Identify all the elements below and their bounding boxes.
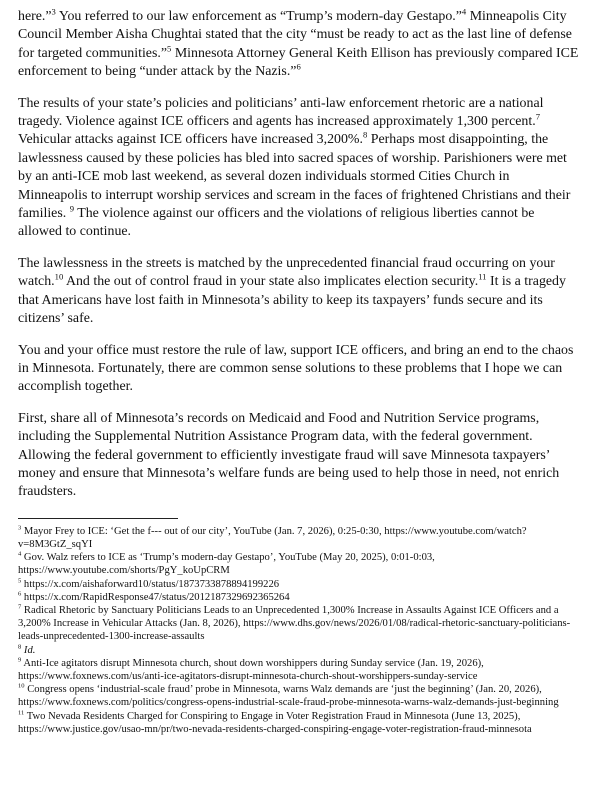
footnote-ref: 8 xyxy=(362,129,368,140)
paragraph-text: The results of your state’s policies and politicians’ anti-law enforcement rhetoric are a national tragedy. Violence against ICE officers and agents has increased approximately 1,300 percent. xyxy=(18,95,544,130)
footnote-ref: 3 xyxy=(51,6,56,17)
paragraph-text: The lawlessness in the streets is matched by the unprecedented financial fraud occurring on your watch. xyxy=(18,255,555,290)
footnote-9 xyxy=(18,657,580,683)
footnote-ref: 10 xyxy=(54,271,64,282)
footnote-ref: 6 xyxy=(296,61,301,72)
footnote-number: 7 xyxy=(18,603,22,611)
paragraph-1 xyxy=(18,8,580,82)
footnote-text: Congress opens ‘industrial-scale fraud’ probe in Minnesota, warns Walz demands are ‘just the beginning’ (Jan. 20, 2026), https://www.foxnews.com/politics/congress-opens-industrial-scale-fraud-probe-minnesota-warns-walz-demands-just-beginning xyxy=(18,684,559,709)
footnotes xyxy=(18,525,580,736)
footnote-ref: 9 xyxy=(69,203,75,214)
paragraph-text: The violence against our officers and the violations of religious liberties cannot be allowed to continue. xyxy=(18,206,535,240)
footnote-4 xyxy=(18,551,580,577)
footnote-number: 6 xyxy=(18,590,22,598)
paragraph-text: It is a tragedy that Americans have lost faith in Minnesota’s ability to keep its taxpayers’ funds secure and its citizens’ safe. xyxy=(18,274,566,327)
footnote-text: https://x.com/aishaforward10/status/1873733878894199226 xyxy=(21,578,280,590)
footnote-ref: 11 xyxy=(478,271,487,282)
footnote-text: Radical Rhetoric by Sanctuary Politicians Leads to an Unprecedented 1,300% Increase in Assaults Against ICE Officers and a 3,200% Increase in Vehicular Attacks (Jan. 8, 2026), https://www.dhs.gov/news/2026/01/08/radical-rhetoric-sanctuary-politicians-leads-unprecedented-1300-increase-assaults xyxy=(18,604,571,643)
paragraph-text: Minnesota Attorney General Keith Ellison has previously compared ICE enforcement to being “under attack by the Nazis.” xyxy=(18,45,579,80)
footnote-ref: 4 xyxy=(461,6,467,17)
paragraph-text: Vehicular attacks against ICE officers have increased 3,200%. xyxy=(18,132,363,148)
footnote-number: 9 xyxy=(18,656,22,664)
footnote-ref: 7 xyxy=(535,111,541,122)
footnote-number: 10 xyxy=(18,682,25,690)
footnote-7 xyxy=(18,604,580,644)
paragraph-2 xyxy=(18,95,580,242)
footnote-text: Anti-Ice agitators disrupt Minnesota church, shout down worshippers during Sunday service (Jan. 19, 2026), https://www.foxnews.com/us/anti-ice-agitators-disrupt-minnesota-church-shout-worshippers-sunday-service xyxy=(18,657,484,682)
paragraph-5 xyxy=(18,410,580,502)
paragraph-text: Perhaps most disappointing, the lawlessness caused by these policies has bled into sacred spaces of worship. Parishioners were met by an anti-ICE mob last weekend, as several dozen individuals stormed Cities Church in Minneapolis to interrupt worship services and scream in the faces of frightened Christians and their families. xyxy=(18,132,571,222)
footnote-ref: 5 xyxy=(167,43,172,54)
footnote-text: Two Nevada Residents Charged for Conspiring to Engage in Voter Registration Fraud in Minnesota (June 13, 2025), https://www.justice.gov/usao-mn/pr/two-nevada-residents-charged-conspiring-engage-voter-registration-fraud-minnesota xyxy=(18,710,532,735)
footnote-text: https://x.com/RapidResponse47/status/2012187329692365264 xyxy=(21,591,290,603)
paragraph-text: And the out of control fraud in your state also implicates election security. xyxy=(63,274,479,290)
paragraph-text: First, share all of Minnesota’s records on Medicaid and Food and Nutrition Service programs, including the Supplemental Nutrition Assistance Program data, with the federal government. Allowing the federal government to efficiently investigate fraud will save Minnesota taxpayers’ money and ensure that Minnesota’s welfare funds are being used to help those in need, not enrich fraudsters. xyxy=(18,410,560,500)
letter-page xyxy=(18,8,580,736)
footnote-number: 8 xyxy=(18,643,22,651)
paragraph-text: here.” xyxy=(18,9,52,24)
footnote-text: Id. xyxy=(21,644,36,656)
footnote-3 xyxy=(18,525,580,551)
footnote-number: 3 xyxy=(18,524,22,532)
footnote-10 xyxy=(18,683,580,709)
footnote-11 xyxy=(18,710,580,736)
footnote-text: Gov. Walz refers to ICE as ‘Trump’s modern-day Gestapo’, YouTube (May 20, 2025), 0:01-0:03, https://www.youtube.com/shorts/PgY_koUpCRM xyxy=(18,552,435,577)
paragraph-text: You referred to our law enforcement as “Trump’s modern-day Gestapo.” xyxy=(55,9,462,24)
footnote-number: 11 xyxy=(18,709,25,717)
footnote-number: 4 xyxy=(18,550,22,558)
paragraph-text: Minneapolis City Council Member Aisha Chughtai stated that the city “must be ready to act as the last line of defense for targeted communities.” xyxy=(18,9,572,61)
paragraph-text: You and your office must restore the rule of law, support ICE officers, and bring an end to the chaos in Minnesota. Fortunately, there are common sense solutions to these problems that I hope we can accomplish together. xyxy=(18,342,574,395)
footnote-number: 5 xyxy=(18,577,22,585)
footnote-5 xyxy=(18,578,580,591)
footnote-text: Mayor Frey to ICE: ‘Get the f--- out of our city’, YouTube (Jan. 7, 2026), 0:25-0:30, https://www.youtube.com/watch?v=8M3GtZ_sqYI xyxy=(18,525,527,550)
footnote-divider xyxy=(18,518,178,519)
paragraph-4 xyxy=(18,342,580,397)
paragraph-3 xyxy=(18,255,580,329)
footnote-6 xyxy=(18,591,580,604)
footnote-8 xyxy=(18,644,580,657)
